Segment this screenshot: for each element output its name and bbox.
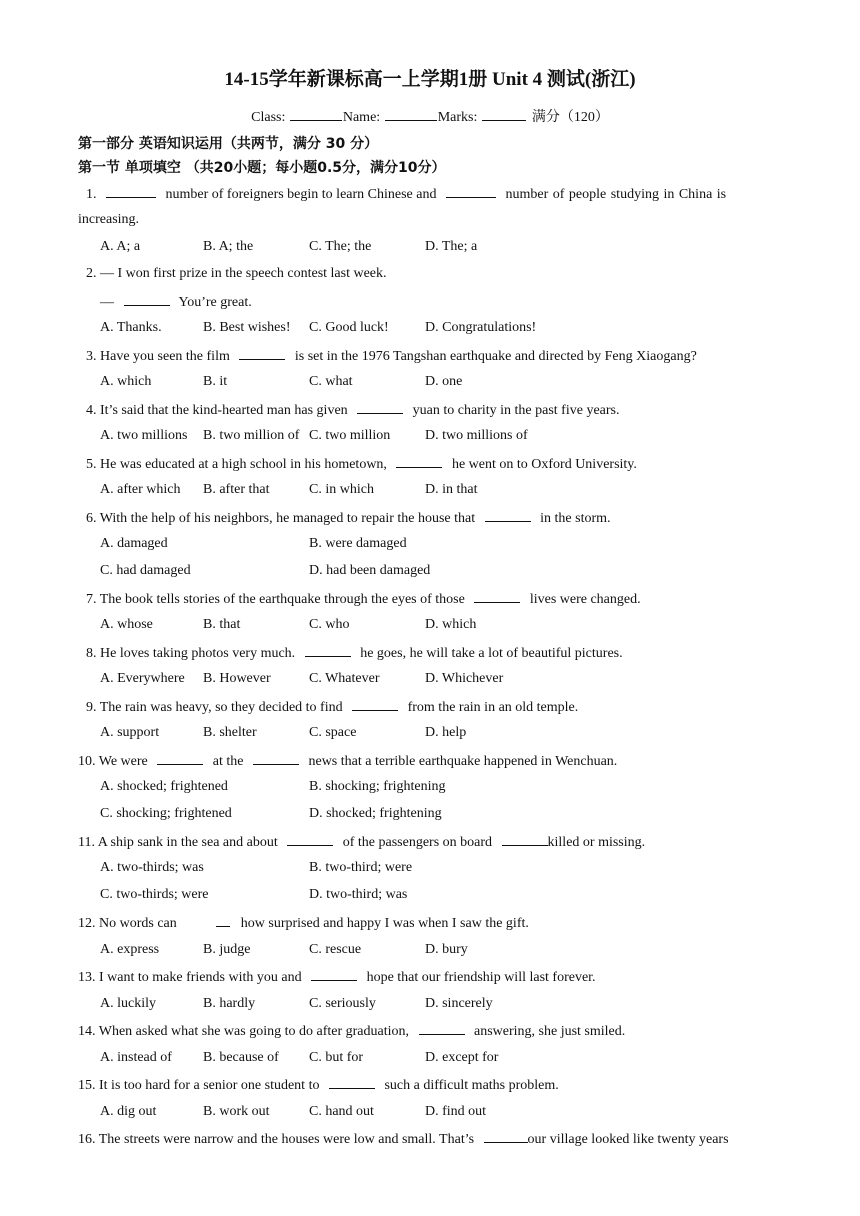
q16-text-1: 16. The streets were narrow and the houses were low and small. That’s	[78, 1132, 475, 1147]
q6-text-2: in the storm.	[540, 511, 611, 526]
q12-text-1: 12. No words can	[78, 916, 177, 931]
class-blank[interactable]	[290, 108, 342, 121]
q2-blank[interactable]	[124, 291, 170, 306]
question-7	[86, 588, 641, 610]
q11-text-1: 11. A ship sank in the sea and about	[78, 835, 278, 850]
q11-option-c[interactable]: C. two-thirds; were	[100, 887, 209, 902]
q1-text-1: number of foreigners begin to learn Chinese and	[165, 187, 437, 202]
q12-text-2: how surprised and happy I was when I saw the gift.	[240, 916, 529, 931]
question-15	[78, 1074, 559, 1096]
q8-text-2: he goes, he will take a lot of beautiful pictures.	[360, 646, 623, 661]
q10-option-d[interactable]: D. shocked; frightening	[309, 806, 442, 821]
question-11	[78, 831, 645, 853]
q16-text-2: our village looked like twenty years	[527, 1132, 729, 1147]
q5-text-2: he went on to Oxford University.	[451, 457, 637, 472]
q3-option-b[interactable]: B. it	[203, 374, 228, 389]
question-13	[78, 966, 596, 988]
q14-text-1: 14. When asked what she was going to do after graduation,	[78, 1024, 409, 1039]
section-heading: 第一节 单项填空 （共20小题；每小题0.5分，满分10分）	[78, 160, 446, 176]
q10-text-2: at the	[212, 754, 244, 769]
q9-text-2: from the rain in an old temple.	[407, 700, 579, 715]
question-10	[78, 750, 617, 772]
q10-blank-2[interactable]	[253, 750, 299, 765]
q6-option-b[interactable]: B. were damaged	[309, 536, 407, 551]
q5-option-b[interactable]: B. after that	[203, 482, 270, 497]
q1-option-b[interactable]: B. A; the	[203, 239, 254, 254]
question-8	[86, 642, 623, 664]
q15-text-1: 15. It is too hard for a senior one student to	[78, 1078, 320, 1093]
q15-option-d[interactable]: D. find out	[425, 1104, 487, 1119]
question-5	[86, 453, 637, 475]
q2-dash: —	[100, 295, 114, 310]
q5-option-d[interactable]: D. in that	[425, 482, 478, 497]
q8-text-1: 8. He loves taking photos very much.	[86, 646, 296, 661]
class-label: Class:	[251, 110, 286, 125]
q14-option-d[interactable]: D. except for	[425, 1050, 499, 1065]
q3-text-1: 3. Have you seen the film	[86, 349, 230, 364]
q10-option-c[interactable]: C. shocking; frightened	[100, 806, 232, 821]
q3-blank[interactable]	[239, 345, 285, 360]
q6-option-a[interactable]: A. damaged	[100, 536, 168, 551]
q1-option-d[interactable]: D. The; a	[425, 239, 478, 254]
q4-text-2: yuan to charity in the past five years.	[412, 403, 620, 418]
q3-option-a[interactable]: A. which	[100, 374, 152, 389]
q14-option-b[interactable]: B. because of	[203, 1050, 279, 1065]
q7-blank[interactable]	[474, 588, 520, 603]
q10-option-a[interactable]: A. shocked; frightened	[100, 779, 228, 794]
q4-option-c[interactable]: C. two million	[309, 428, 391, 443]
q14-option-a[interactable]: A. instead of	[100, 1050, 172, 1065]
q9-option-d[interactable]: D. help	[425, 725, 467, 740]
q11-text-3: killed or missing.	[547, 835, 646, 850]
q8-blank[interactable]	[305, 642, 351, 657]
q3-option-d[interactable]: D. one	[425, 374, 463, 389]
question-2: 2. — I won first prize in the speech contest last week.	[86, 266, 387, 281]
q10-option-b[interactable]: B. shocking; frightening	[309, 779, 446, 794]
q15-option-c[interactable]: C. hand out	[309, 1104, 374, 1119]
q9-option-b[interactable]: B. shelter	[203, 725, 257, 740]
q11-text-2: of the passengers on board	[342, 835, 493, 850]
q2-text: You’re great.	[178, 295, 252, 310]
q5-option-a[interactable]: A. after which	[100, 482, 181, 497]
q5-text-1: 5. He was educated at a high school in his hometown,	[86, 457, 387, 472]
q13-option-d[interactable]: D. sincerely	[425, 996, 493, 1011]
q13-option-b[interactable]: B. hardly	[203, 996, 256, 1011]
q8-option-b[interactable]: B. However	[203, 671, 271, 686]
q2-reply	[100, 291, 252, 313]
question-14	[78, 1020, 625, 1042]
q14-blank[interactable]	[419, 1020, 465, 1035]
q2-option-d[interactable]: D. Congratulations!	[425, 320, 537, 335]
q6-option-c[interactable]: C. had damaged	[100, 563, 191, 578]
page-title: 14-15学年新课标高一上学期1册 Unit 4 测试(浙江)	[224, 69, 636, 90]
q10-text-1: 10. We were	[78, 754, 148, 769]
q8-option-a[interactable]: A. Everywhere	[100, 671, 185, 686]
q13-text-2: hope that our friendship will last forever.	[366, 970, 596, 985]
question-9	[86, 696, 578, 718]
q11-option-d[interactable]: D. two-third; was	[309, 887, 408, 902]
question-4	[86, 399, 619, 421]
q15-text-2: such a difficult maths problem.	[384, 1078, 559, 1093]
q4-option-b[interactable]: B. two million of	[203, 428, 300, 443]
q1-text-2: number of people studying in China is	[505, 187, 727, 202]
q1-option-c[interactable]: C. The; the	[309, 239, 372, 254]
q9-option-a[interactable]: A. support	[100, 725, 160, 740]
q12-option-b[interactable]: B. judge	[203, 942, 251, 957]
q6-blank[interactable]	[485, 507, 531, 522]
q10-text-3: news that a terrible earthquake happened in Wenchuan.	[308, 754, 618, 769]
q9-option-c[interactable]: C. space	[309, 725, 357, 740]
question-1	[86, 183, 726, 205]
q6-option-d[interactable]: D. had been damaged	[309, 563, 431, 578]
q2-option-c[interactable]: C. Good luck!	[309, 320, 389, 335]
q4-text-1: 4. It’s said that the kind-hearted man has given	[86, 403, 348, 418]
marks-label: Marks:	[437, 110, 478, 125]
marks-blank[interactable]	[482, 108, 526, 121]
q13-option-c[interactable]: C. seriously	[309, 996, 376, 1011]
q15-option-a[interactable]: A. dig out	[100, 1104, 157, 1119]
q6-text-1: 6. With the help of his neighbors, he managed to repair the house that	[86, 511, 476, 526]
q12-option-d[interactable]: D. bury	[425, 942, 468, 957]
q8-option-d[interactable]: D. Whichever	[425, 671, 504, 686]
q1-blank-1[interactable]	[106, 183, 156, 198]
q11-option-b[interactable]: B. two-third; were	[309, 860, 413, 875]
full-score: 满分（120）	[531, 110, 609, 125]
q9-text-1: 9. The rain was heavy, so they decided to find	[86, 700, 343, 715]
q13-blank[interactable]	[311, 966, 357, 981]
q10-blank-1[interactable]	[157, 750, 203, 765]
q15-blank[interactable]	[329, 1074, 375, 1089]
q11-blank-2[interactable]	[502, 831, 548, 846]
q7-option-d[interactable]: D. which	[425, 617, 477, 632]
q11-blank-1[interactable]	[287, 831, 333, 846]
q7-option-c[interactable]: C. who	[309, 617, 350, 632]
question-6	[86, 507, 611, 529]
q12-option-a[interactable]: A. express	[100, 942, 160, 957]
q11-option-a[interactable]: A. two-thirds; was	[100, 860, 204, 875]
name-label: Name:	[342, 110, 381, 125]
q2-option-a[interactable]: A. Thanks.	[100, 320, 162, 335]
q13-text-1: 13. I want to make friends with you and	[78, 970, 302, 985]
q1-option-a[interactable]: A. A; a	[100, 239, 141, 254]
q15-option-b[interactable]: B. work out	[203, 1104, 270, 1119]
q4-option-d[interactable]: D. two millions of	[425, 428, 528, 443]
q7-option-b[interactable]: B. that	[203, 617, 241, 632]
q7-text-2: lives were changed.	[529, 592, 641, 607]
q1-continuation: increasing.	[78, 212, 140, 227]
q1-number: 1.	[86, 187, 97, 202]
question-3	[86, 345, 697, 367]
q5-blank[interactable]	[396, 453, 442, 468]
q14-text-2: answering, she just smiled.	[474, 1024, 626, 1039]
q12-blank[interactable]	[216, 912, 230, 927]
part-heading: 第一部分 英语知识运用（共两节，满分 30 分）	[78, 136, 379, 152]
q13-option-a[interactable]: A. luckily	[100, 996, 156, 1011]
q16-blank[interactable]	[484, 1128, 528, 1143]
question-16	[78, 1128, 729, 1150]
student-info-line	[0, 106, 860, 126]
q1-blank-2[interactable]	[446, 183, 496, 198]
q4-option-a[interactable]: A. two millions	[100, 428, 188, 443]
question-12	[78, 912, 529, 934]
q3-option-c[interactable]: C. what	[309, 374, 353, 389]
q14-option-c[interactable]: C. but for	[309, 1050, 364, 1065]
q2-option-b[interactable]: B. Best wishes!	[203, 320, 291, 335]
q7-text-1: 7. The book tells stories of the earthquake through the eyes of those	[86, 592, 465, 607]
q9-blank[interactable]	[352, 696, 398, 711]
q3-text-2: is set in the 1976 Tangshan earthquake and directed by Feng Xiaogang?	[294, 349, 697, 364]
q7-option-a[interactable]: A. whose	[100, 617, 153, 632]
name-blank[interactable]	[385, 108, 437, 121]
q8-option-c[interactable]: C. Whatever	[309, 671, 380, 686]
q4-blank[interactable]	[357, 399, 403, 414]
q5-option-c[interactable]: C. in which	[309, 482, 374, 497]
q12-option-c[interactable]: C. rescue	[309, 942, 362, 957]
